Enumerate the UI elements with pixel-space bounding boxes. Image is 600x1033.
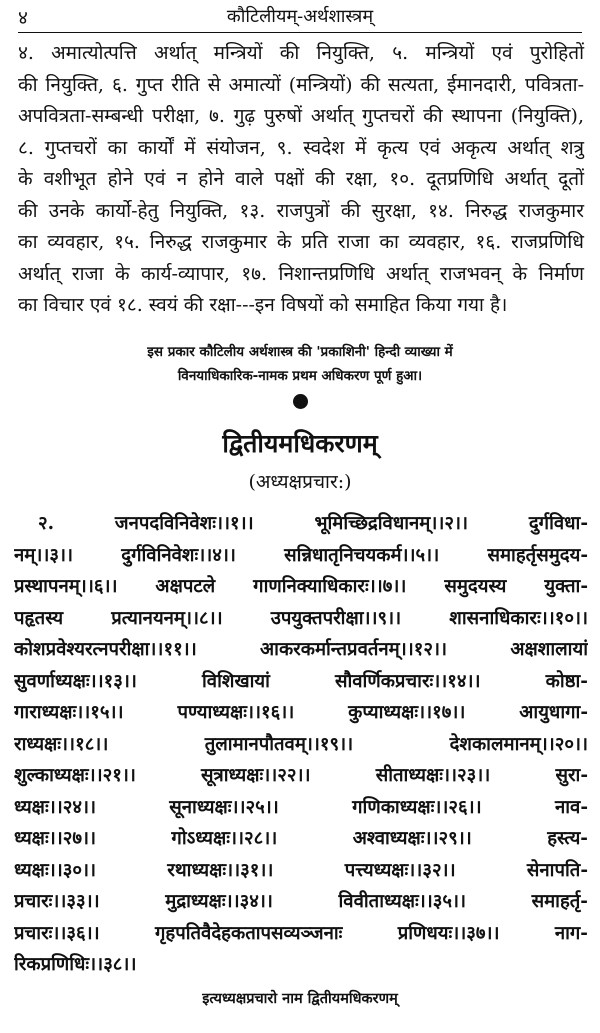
contents-line: रिकप्रणिधिः।।३८।। <box>14 954 137 975</box>
contents-line: गाराध्यक्षः।।१५।। पण्याध्यक्षः।।१६।। कुप्याध्यक्षः।।१७।। आयुधागा- <box>14 702 588 723</box>
paragraph-line: का व्यवहार, १५. निरुद्ध राजकुमार के प्रति राजा का व्यवहार, १६. राजप्रणिधि <box>18 231 584 253</box>
paragraph-line: की उनके कार्यो-हेतु नियुक्ति, १३. राजपुत्रों की सुरक्षा, १४. निरुद्ध राजकुमार <box>18 199 584 222</box>
contents-line: ध्यक्षः।।२४।। सूनाध्यक्षः।।२५।। गणिकाध्यक्षः।।२६।। नाव- <box>14 796 588 818</box>
paragraph-line: की नियुक्ति, ६. गुप्त रीति से अमात्यों (मन्त्रियों) की सत्यता, ईमानदारी, पवित्रता- <box>18 73 584 96</box>
contents-line: प्रचारः।।३३।। मुद्राध्यक्षः।।३४।। विवीताध्यक्षः।।३५।। समाहर्तृ- <box>14 891 588 912</box>
contents-line: राध्यक्षः।।१८।। तुलामानपौतवम्।।१९।। देशकालमानम्।।२०।। <box>14 733 588 755</box>
paragraph-line: ४. अमात्योत्पत्ति अर्थात् मन्त्रियों की नियुक्ति, ५. मन्त्रियों एवं पुरोहितों <box>18 42 584 64</box>
page-header <box>18 2 582 33</box>
closing-line: इस प्रकार कौटिलीय अर्थशास्त्र की 'प्रकाशिनी' हिन्दी व्याख्या में <box>147 344 453 360</box>
closing-note <box>18 340 582 388</box>
running-title: कौटिलीयम्-अर्थशास्त्रम् <box>226 6 374 27</box>
section-subtitle: (अध्यक्षप्रचार:) <box>248 471 352 493</box>
contents-line: ध्यक्षः।।३०।। रथाध्यक्षः।।३१।। पत्त्यध्यक्षः।।३२।। सेनापति- <box>14 859 588 881</box>
closing-line: विनयाधिकारिक-नामक प्रथम अधिकरण पूर्ण हुआ। <box>177 368 423 384</box>
contents-line: प्रस्थापनम्।।६।। अक्षपटले गाणनिक्याधिकारः।।७।। समुदयस्य युक्ता- <box>14 576 588 597</box>
section-title: द्वितीयमधिकरणम् <box>222 429 378 458</box>
paragraph-line: अर्थात् राजा के कार्य-व्यापार, १७. निशान्तप्रणिधि अर्थात् राजभवन् के निर्माण <box>18 262 584 285</box>
paragraph-line: अपवित्रता-सम्बन्धी परीक्षा, ७. गुढ़ पुरुषों अर्थात् गुप्तचरों की स्थापना (नियुक्ति), <box>18 105 584 127</box>
paragraph-line: के वशीभूत होने एवं न होने वाले पक्षों की रक्षा, १०. दूतप्रणिधि अर्थात् दूतों <box>18 168 584 190</box>
paragraph-line: का विचार एवं १८. स्वयं की रक्षा---इन विषयों को समाहित किया गया है। <box>18 294 508 316</box>
contents-line: प्रचारः।।३६।। गृहपतिवैदेहकतापसव्यञ्जनाः प्रणिधयः।।३७।। नाग- <box>14 922 588 944</box>
contents-line: सुवर्णाध्यक्षः।।१३।। विशिखायां सौवर्णिकप्रचारः।।१४।। कोष्ठा- <box>14 670 588 692</box>
contents-line: शुल्काध्यक्षः।।२१।। सूत्राध्यक्षः।।२२।। सीताध्यक्षः।।२३।। सुरा- <box>14 765 588 786</box>
contents-line: पहृतस्य प्रत्यानयनम्।।८।। उपयुक्तपरीक्षा।।९।। शासनाधिकारः।।१०।। <box>14 607 588 629</box>
contents-line: कोशप्रवेश्यरत्नपरीक्षा।।११।। आकरकर्मान्तप्रवर्तनम्।।१२।। अक्षशालायां <box>14 639 588 660</box>
contents-line: नम्।।३।। दुर्गविनिवेशः।।४।। सन्निधातृनिचयकर्म।।५।। समाहर्तृसमुदय- <box>14 544 588 566</box>
contents-line: ध्यक्षः।।२७।। गोऽध्यक्षः।।२८।। अश्वाध्यक्षः।।२९।। हस्त्य- <box>14 828 588 849</box>
section-separator-dot <box>293 394 308 409</box>
summary-paragraph <box>18 38 584 322</box>
chapter-contents <box>14 508 588 981</box>
page-number: ४ <box>18 7 28 29</box>
contents-line: २. जनपदविनिवेशः।।१।। भूमिच्छिद्रविधानम्।।२।। दुर्गविधा- <box>38 513 588 534</box>
paragraph-line: ८. गुप्तचरों का कार्यों में संयोजन, ९. स्वदेश में कृत्य एवं अकृत्य अर्थात् शत्रु <box>18 136 584 159</box>
chapter-colophon: इत्यध्यक्षप्रचारो नाम द्वितीयमधिकरणम् <box>202 991 398 1007</box>
